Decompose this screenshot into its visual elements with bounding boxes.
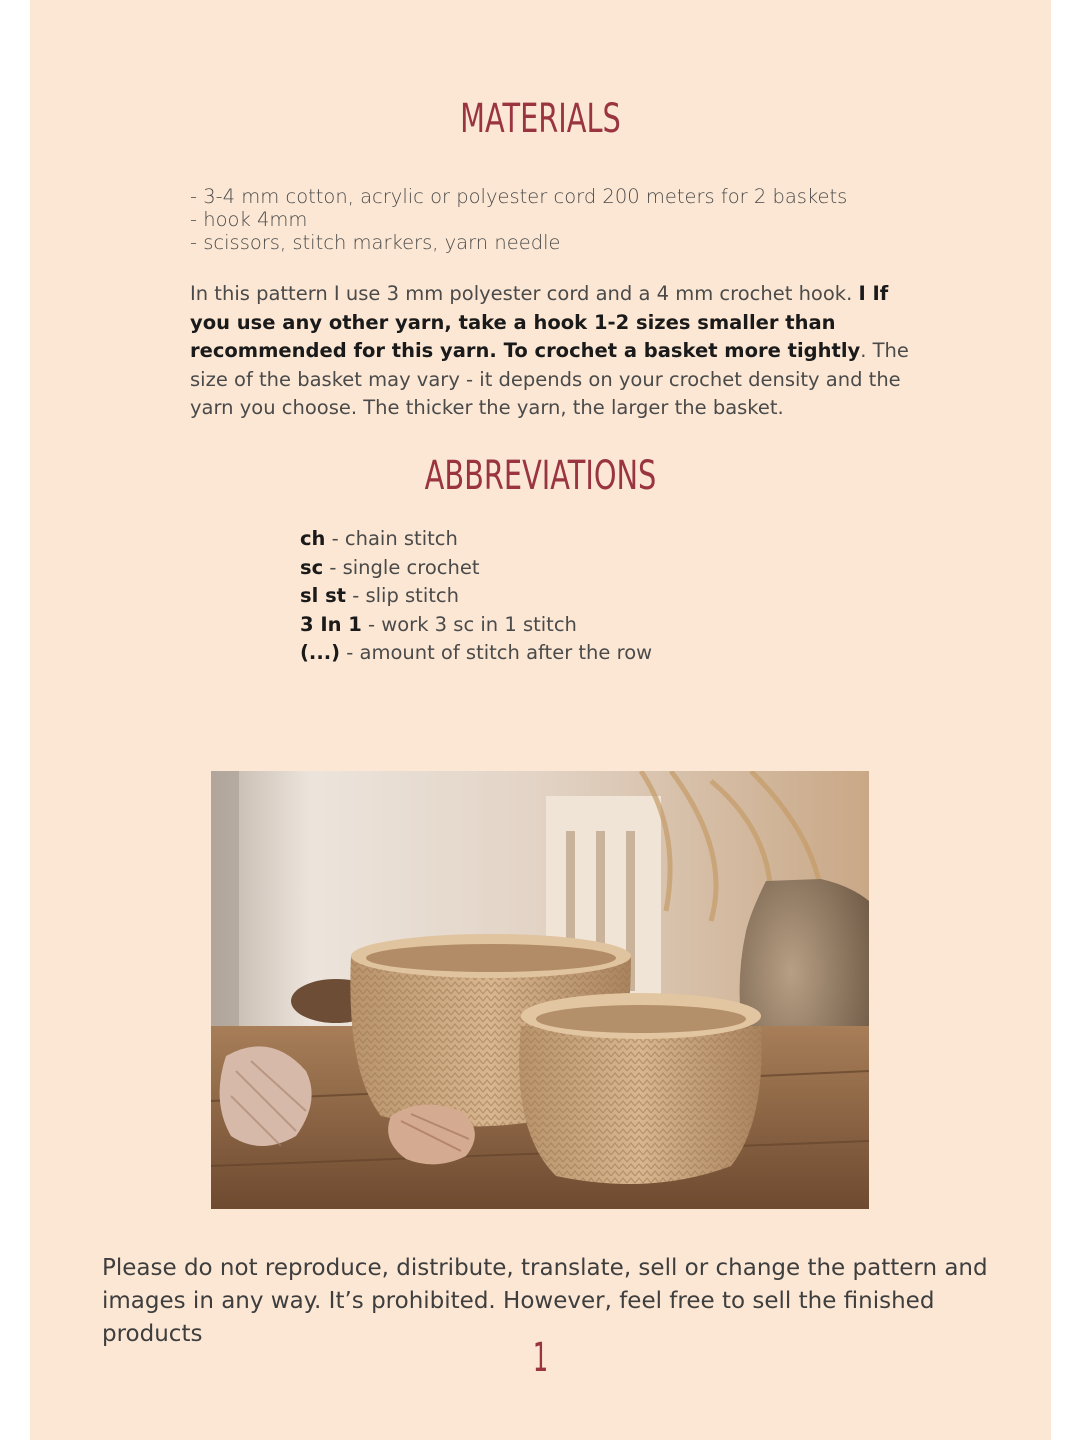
abbreviation-item [300,639,820,668]
intro-bold-text: I If you use any other yarn, take a hook 1-2 sizes smaller than recommended for this yarn. To crochet a basket more tightly [190,282,889,362]
copyright-notice: Please do not reproduce, distribute, translate, sell or change the pattern and images in any way. It’s prohibited. However, feel free to sell the finished products [102,1255,988,1347]
materials-item: - scissors, stitch markers, yarn needle [190,231,561,254]
intro-text-end: . The size of the basket may vary - it depends on your crochet density and the yarn you choose. The thicker the yarn, the larger the basket. [190,339,909,419]
abbreviations-list [300,525,820,668]
abbreviation-term: sc [300,555,324,579]
abbreviation-term: sl st [300,584,347,607]
abbreviation-desc: - work 3 sc in 1 stitch [361,612,577,636]
abbreviation-term: 3 In 1 [300,612,362,636]
materials-item: - hook 4mm [190,208,308,231]
abbreviations-heading: ABBREVIATIONS [424,453,657,499]
materials-item: - 3-4 mm cotton, acrylic or polyester cord 200 meters for 2 baskets [190,185,848,208]
abbreviation-desc: - single crochet [323,555,480,579]
abbreviation-item [300,554,820,583]
materials-heading: MATERIALS [460,96,621,142]
materials-intro-paragraph [190,280,910,423]
pattern-page [30,0,1051,1440]
abbreviation-desc: - chain stitch [325,527,458,550]
abbreviation-item [300,525,820,554]
abbreviation-term: ch [300,527,326,550]
intro-text: In this pattern I use 3 mm polyester cord and a 4 mm crochet hook. [190,282,859,305]
materials-list [190,185,950,254]
page-number: 1 [532,1335,549,1381]
abbreviation-item [300,582,820,611]
basket-photo [211,771,869,1209]
abbreviation-item [300,611,820,640]
abbreviation-desc: - slip stitch [346,584,459,607]
abbreviation-term: (...) [300,641,341,664]
abbreviation-desc: - amount of stitch after the row [340,641,653,664]
